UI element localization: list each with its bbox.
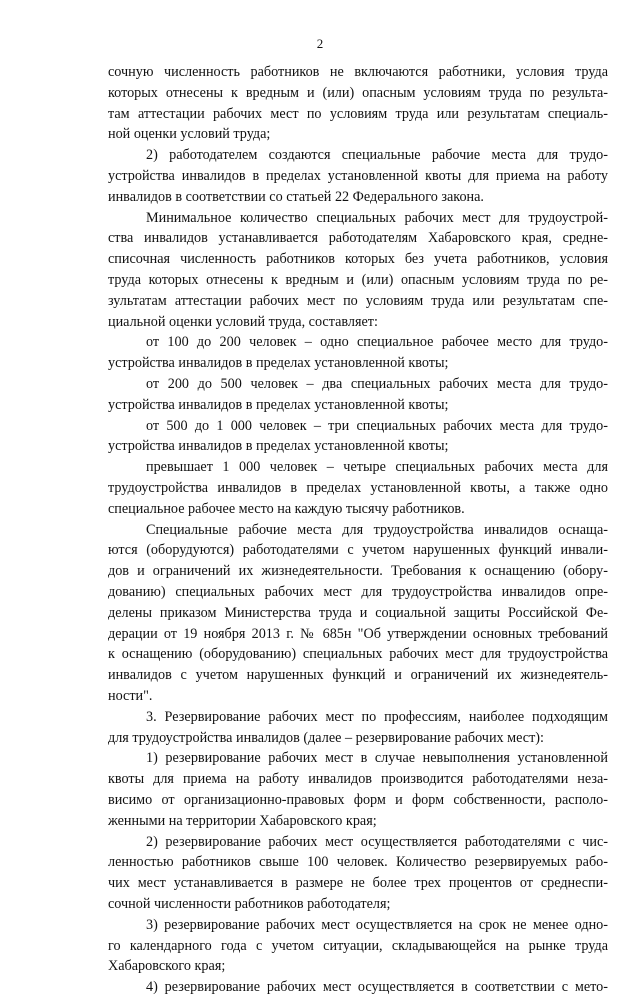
text-line: 3) резервирование рабочих мест осуществляется на срок не менее одно- [146, 916, 608, 933]
text-line: устройства инвалидов в пределах установленной квоты; [108, 438, 449, 455]
text-line: устройства инвалидов в пределах установленной квоты; [108, 355, 449, 372]
text-line: для трудоустройства инвалидов (далее – резервирование рабочих мест): [108, 729, 544, 746]
text-line: дованию) специальных рабочих мест для трудоустройства инвалидов опре- [108, 584, 608, 600]
text-line: 2) резервирование рабочих мест осуществляется работодателями с чис- [146, 833, 608, 850]
text-line: специальное рабочее место на каждую тысячу работников. [108, 500, 465, 517]
text-line: ства инвалидов устанавливается работодателям Хабаровского края, средне- [108, 230, 608, 247]
text-line: 4) резервирование рабочих мест осуществляется в соответствии с мето- [146, 979, 608, 996]
text-line: от 200 до 500 человек – два специальных рабочих места для трудо- [146, 376, 608, 392]
text-line: ности". [108, 688, 153, 704]
text-line: дов и ограничений их жизнедеятельности. Требования к оснащению (обору- [108, 563, 608, 580]
text-line: сочную численность работников не включаются работники, условия труда [108, 64, 608, 80]
text-line: циальной оценки условий труда, составляет: [108, 313, 378, 330]
text-line: Хабаровского края; [108, 958, 226, 975]
text-line: ются (оборудуются) работодателями с учетом нарушенных функций инвали- [108, 542, 608, 559]
text-line: ленностью работников свыше 100 человек. Количество резервируемых рабо- [108, 854, 608, 871]
text-line: трудоустройства инвалидов в пределах установленной квоты, а также одно [108, 480, 608, 496]
text-line: сочной численности работников работодателя; [108, 896, 391, 912]
text-line: го календарного года с учетом ситуации, складывающейся на рынке труда [108, 937, 608, 954]
text-line: устройства инвалидов в пределах установленной квоты для приема на работу [108, 168, 608, 184]
text-line: зультатам аттестации рабочих мест по условиям труда или результатам спе- [108, 292, 608, 309]
text-line: 1) резервирование рабочих мест в случае невыполнения установленной [146, 750, 608, 767]
text-line: Минимальное количество специальных рабочих мест для трудоустрой- [146, 209, 608, 226]
text-line: превышает 1 000 человек – четыре специальных рабочих места для [146, 459, 608, 476]
text-line: инвалидов с учетом нарушенных функций и ограничений их жизнедеятель- [108, 667, 608, 684]
text-line: ной оценки условий труда; [108, 126, 271, 143]
text-line: устройства инвалидов в пределах установленной квоты; [108, 396, 449, 413]
text-line: делены приказом Министерства труда и социальной защиты Российской Фе- [108, 604, 608, 621]
text-line: от 500 до 1 000 человек – три специальных рабочих места для трудо- [146, 417, 608, 434]
text-line: к оснащению (оборудованию) специальных рабочих мест для трудоустройства [108, 646, 608, 663]
text-line: Специальные рабочие места для трудоустройства инвалидов оснаща- [146, 521, 608, 538]
text-line: которых отнесены к вредным и (или) опасным условиям труда по результа- [108, 84, 608, 101]
text-line: женными на территории Хабаровского края; [108, 812, 377, 829]
text-line: чих мест устанавливается в размере не более трех процентов от среднеспи- [108, 875, 608, 892]
text-line: 2) работодателем создаются специальные рабочие места для трудо- [146, 147, 608, 164]
text-line: 3. Резервирование рабочих мест по профессиям, наиболее подходящим [146, 708, 608, 725]
text-line: инвалидов в соответствии со статьей 22 Федерального закона. [108, 188, 484, 205]
text-line: квоты для приема на работу инвалидов производится работодателями неза- [108, 771, 608, 788]
page-number: 2 [316, 36, 324, 51]
text-line: дерации от 19 ноября 2013 г. № 685н "Об утверждении основных требований [108, 625, 608, 642]
text-line: там аттестации рабочих мест по условиям труда или результатам специаль- [108, 105, 608, 122]
text-line: списочная численность работников которых без учета работников, условия [108, 251, 608, 268]
text-line: труда которых отнесены к вредным и (или) опасным условиям труда по ре- [108, 272, 608, 288]
text-line: от 100 до 200 человек – одно специальное рабочее место для трудо- [146, 334, 608, 351]
text-line: висимо от организационно-правовых форм и форм собственности, располо- [108, 792, 608, 808]
